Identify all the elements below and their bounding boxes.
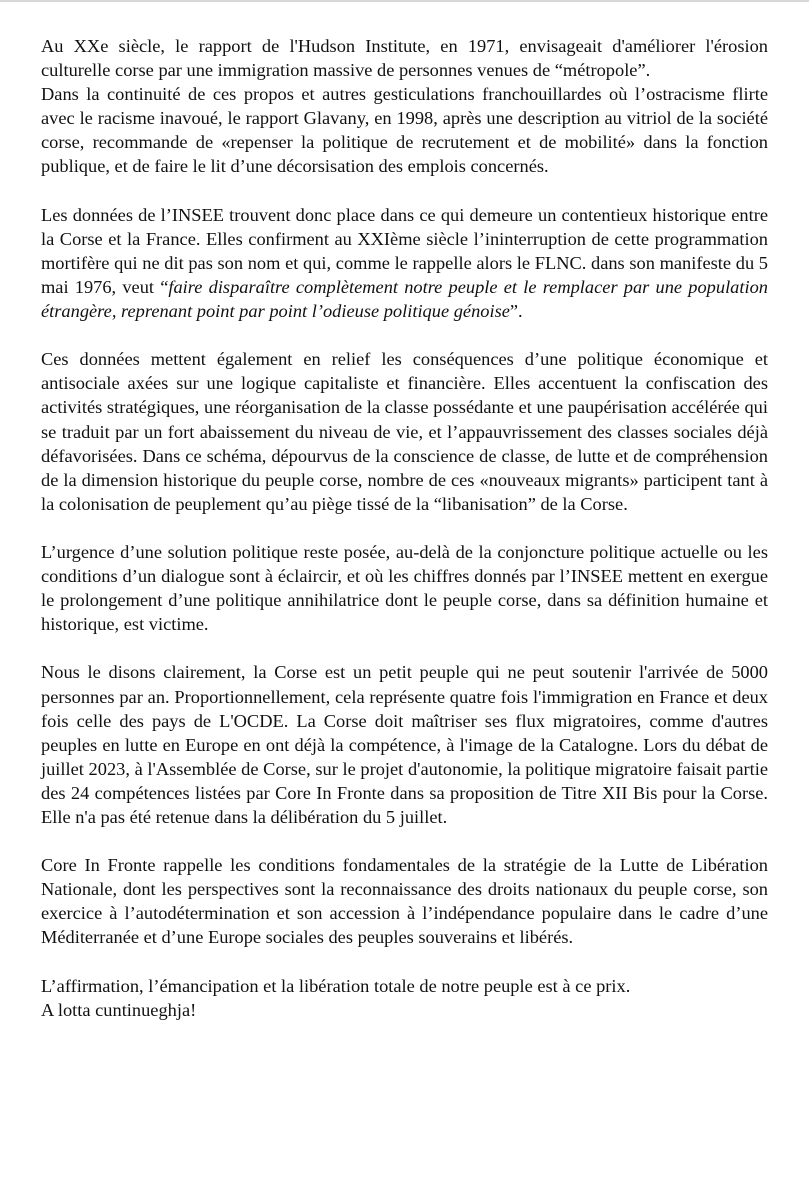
glavany-report-sentence: Dans la continuité de ces propos et autres gesticulations franchouillardes où l’ostracisme flirte avec le racisme inavoué, le rapport Glavany, en 1998, après une description au vitriol de la société corse, recommande de «repenser la politique de recrutement et de mobilité» dans la fonction publique, et de faire le lit d’une décorsisation des emplois concernés. [41, 84, 768, 177]
paragraph-closing [41, 974, 768, 1022]
closing-slogan: A lotta cuntinueghja! [41, 999, 197, 1020]
insee-text: Les données de l’INSEE trouvent donc place dans ce qui demeure un contentieux historique entre la Corse et la France. Elles confirment au XXIème siècle l’ininterruption de cette programmation mortifère qui ne dit pas son nom et qui, comme le rappelle alors le FLNC. dans son manifeste du 5 mai 1976, veut “ [41, 204, 768, 297]
quote-close: ”. [509, 301, 523, 322]
article-body [41, 34, 768, 1022]
closing-statement: L’affirmation, l’émancipation et la libération totale de notre peuple est à ce prix. [41, 975, 631, 996]
hudson-institute-sentence: Au XXe siècle, le rapport de l'Hudson Institute, en 1971, envisageait d'améliorer l'érosion culturelle corse par une immigration massive de personnes venues de “métropole”. [41, 36, 768, 81]
paragraph-economic-consequences: Ces données mettent également en relief les conséquences d’une politique économique et antisociale axées sur une logique capitaliste et financière. Elles accentuent la confiscation des activités stratégiques, une réorganisation de la classe possédante et une paupérisation accélérée qui se traduit par un fort abaissement du niveau de vie, et l’appauvrissement des classes sociales déjà défavorisées. Dans ce schéma, dépourvus de la conscience de classe, de lutte et de compréhension de la dimension historique du peuple corse, nombre de ces «nouveaux migrants» participent tant à la colonisation de peuplement qu’au piège tissé de la “libanisation” de la Corse. [41, 349, 768, 514]
paragraph-insee-flnc [41, 203, 768, 323]
paragraph-political-urgency: L’urgence d’une solution politique reste posée, au-delà de la conjoncture politique actuelle ou les conditions d’un dialogue sont à éclaircir, et où les chiffres donnés par l’INSEE mettent en exergue le prolongement d’une politique annihilatrice dont le peuple corse, dans sa définition humaine et historique, est victime. [41, 541, 768, 635]
paragraph-migration-flux: Nous le disons clairement, la Corse est un petit peuple qui ne peut soutenir l'arrivée de 5000 personnes par an. Proportionnellement, cela représente quatre fois l'immigration en France et deux fois celle des pays de L'OCDE. La Corse doit maîtriser ses flux migratoires, comme d'autres peuples en lutte en Europe en ont déjà la compétence, à l'image de la Catalogne. Lors du débat de juillet 2023, à l'Assemblée de Corse, sur le projet d'autonomie, la politique migratoire faisait partie des 24 compétences listées par Core In Fronte dans sa proposition de Titre XII Bis pour la Corse. Elle n'a pas été retenue dans la délibération du 5 juillet. [41, 662, 768, 827]
paragraph-hudson-glavany [41, 34, 768, 179]
paragraph-liberation-strategy: Core In Fronte rappelle les conditions fondamentales de la stratégie de la Lutte de Libération Nationale, dont les perspectives sont la reconnaissance des droits nationaux du peuple corse, son exercice à l’autodétermination et son accession à l’indépendance populaire dans le cadre d’une Méditerranée et d’une Europe sociales des peuples souverains et libérés. [41, 855, 768, 948]
top-divider [0, 0, 809, 2]
flnc-manifesto-quote: faire disparaître complètement notre peuple et le remplacer par une population étrangère, reprenant point par point l’odieuse politique génoise [41, 276, 768, 322]
